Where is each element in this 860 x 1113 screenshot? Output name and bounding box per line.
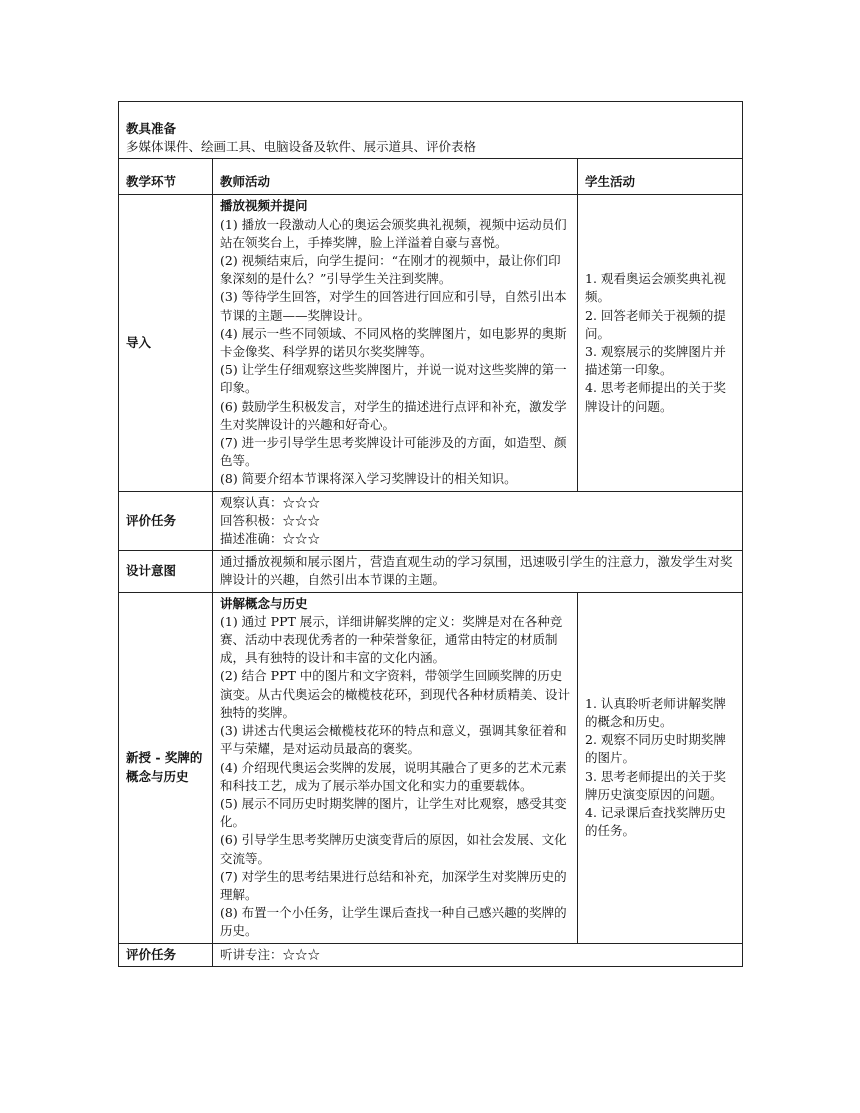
- intro-item: (5) 让学生仔细观察这些奖牌图片，并说一说对这些奖牌的第一印象。: [220, 362, 567, 396]
- intro-student-item: 1. 观看奥运会颁奖典礼视频。: [585, 271, 726, 305]
- intro-stage: 导入: [119, 195, 213, 491]
- eval1-stage: 评价任务: [119, 491, 213, 551]
- newteach-title: 讲解概念与历史: [220, 595, 308, 611]
- intro-item: (7) 进一步引导学生思考奖牌设计可能涉及的方面，如造型、颜色等。: [220, 435, 567, 469]
- intro-item: (8) 简要介绍本节课将深入学习奖牌设计的相关知识。: [220, 471, 517, 487]
- intro-student-cell: [578, 195, 743, 491]
- design-stage: 设计意图: [119, 551, 213, 592]
- newteach-student-item: 3. 思考老师提出的关于奖牌历史演变原因的问题。: [585, 768, 726, 802]
- newteach-item: (1) 通过 PPT 展示，详细讲解奖牌的定义：奖牌是对在各种竞赛、活动中表现优秀者的一种荣誉象征，通常由特定的材质制成，具有独特的设计和丰富的文化内涵。: [220, 613, 563, 666]
- lesson-plan-table: [118, 101, 743, 967]
- newteach-item: (5) 展示不同历史时期奖牌的图片，让学生对比观察，感受其变化。: [220, 795, 567, 830]
- newteach-teacher-cell: [213, 592, 578, 943]
- eval1-item: 观察认真：☆☆☆: [220, 494, 321, 510]
- eval1-cell: [213, 491, 743, 551]
- intro-item: (3) 等待学生回答，对学生的回答进行回应和引导，自然引出本节课的主题——奖牌设计。: [220, 289, 567, 323]
- prep-cell: [119, 102, 743, 159]
- header-teacher: 教师活动: [213, 159, 578, 195]
- header-student: 学生活动: [578, 159, 743, 195]
- intro-row: [119, 195, 743, 491]
- header-row: [119, 159, 743, 195]
- intro-student-item: 4. 思考老师提出的关于奖牌设计的问题。: [585, 380, 726, 414]
- newteach-student-item: 4. 记录课后查找奖牌历史的任务。: [585, 805, 726, 839]
- eval2-content: 听讲专注：☆☆☆: [213, 943, 743, 966]
- intro-teacher-cell: [213, 195, 578, 491]
- intro-item: (4) 展示一些不同领域、不同风格的奖牌图片，如电影界的奥斯卡金像奖、科学界的诺贝尔奖奖牌等。: [220, 325, 567, 360]
- intro-title: 播放视频并提问: [220, 198, 308, 214]
- newteach-row: [119, 592, 743, 943]
- intro-item: (6) 鼓励学生积极发言，对学生的描述进行点评和补充，激发学生对奖牌设计的兴趣和好奇心。: [220, 398, 567, 432]
- newteach-item: (3) 讲述古代奥运会橄榄枝花环的特点和意义，强调其象征着和平与荣耀，是对运动员最高的褒奖。: [220, 723, 567, 757]
- newteach-stage: 新授 - 奖牌的概念与历史: [119, 592, 213, 943]
- newteach-student-item: 1. 认真聆听老师讲解奖牌的概念和历史。: [585, 695, 726, 729]
- newteach-item: (2) 结合 PPT 中的图片和文字资料，带领学生回顾奖牌的历史演变。从古代奥运会的橄榄枝花环，到现代各种材质精美、设计独特的奖牌。: [220, 668, 571, 720]
- prep-row: [119, 102, 743, 159]
- newteach-student-cell: [578, 592, 743, 943]
- intro-student-item: 2. 回答老师关于视频的提问。: [585, 307, 726, 341]
- eval2-stage: 评价任务: [119, 943, 213, 966]
- eval1-item: 描述准确：☆☆☆: [220, 531, 321, 547]
- prep-title: 教具准备: [126, 121, 177, 136]
- newteach-item: (8) 布置一个小任务，让学生课后查找一种自己感兴趣的奖牌的历史。: [220, 905, 567, 939]
- design-row: [119, 551, 743, 592]
- design-content: 通过播放视频和展示图片，营造直观生动的学习氛围，迅速吸引学生的注意力，激发学生对奖牌设计的兴趣，自然引出本节课的主题。: [213, 551, 743, 592]
- eval2-row: [119, 943, 743, 966]
- header-stage: 教学环节: [119, 159, 213, 195]
- newteach-student-item: 2. 观察不同历史时期奖牌的图片。: [585, 732, 726, 766]
- newteach-item: (4) 介绍现代奥运会奖牌的发展，说明其融合了更多的艺术元素和科技工艺，成为了展示举办国文化和实力的重要载体。: [220, 759, 567, 793]
- intro-item: (1) 播放一段激动人心的奥运会颁奖典礼视频，视频中运动员们站在领奖台上，手捧奖牌，脸上洋溢着自豪与喜悦。: [220, 216, 567, 250]
- newteach-item: (6) 引导学生思考奖牌历史演变背后的原因，如社会发展、文化交流等。: [220, 832, 567, 866]
- prep-content: 多媒体课件、绘画工具、电脑设备及软件、展示道具、评价表格: [126, 139, 477, 155]
- intro-item: (2) 视频结束后，向学生提问：“在刚才的视频中，最让你们印象深刻的是什么？”引导学生关注到奖牌。: [220, 253, 561, 287]
- eval1-item: 回答积极：☆☆☆: [220, 512, 321, 528]
- eval1-row: [119, 491, 743, 551]
- newteach-item: (7) 对学生的思考结果进行总结和补充，加深学生对奖牌历史的理解。: [220, 868, 567, 902]
- intro-student-item: 3. 观察展示的奖牌图片并描述第一印象。: [585, 344, 726, 378]
